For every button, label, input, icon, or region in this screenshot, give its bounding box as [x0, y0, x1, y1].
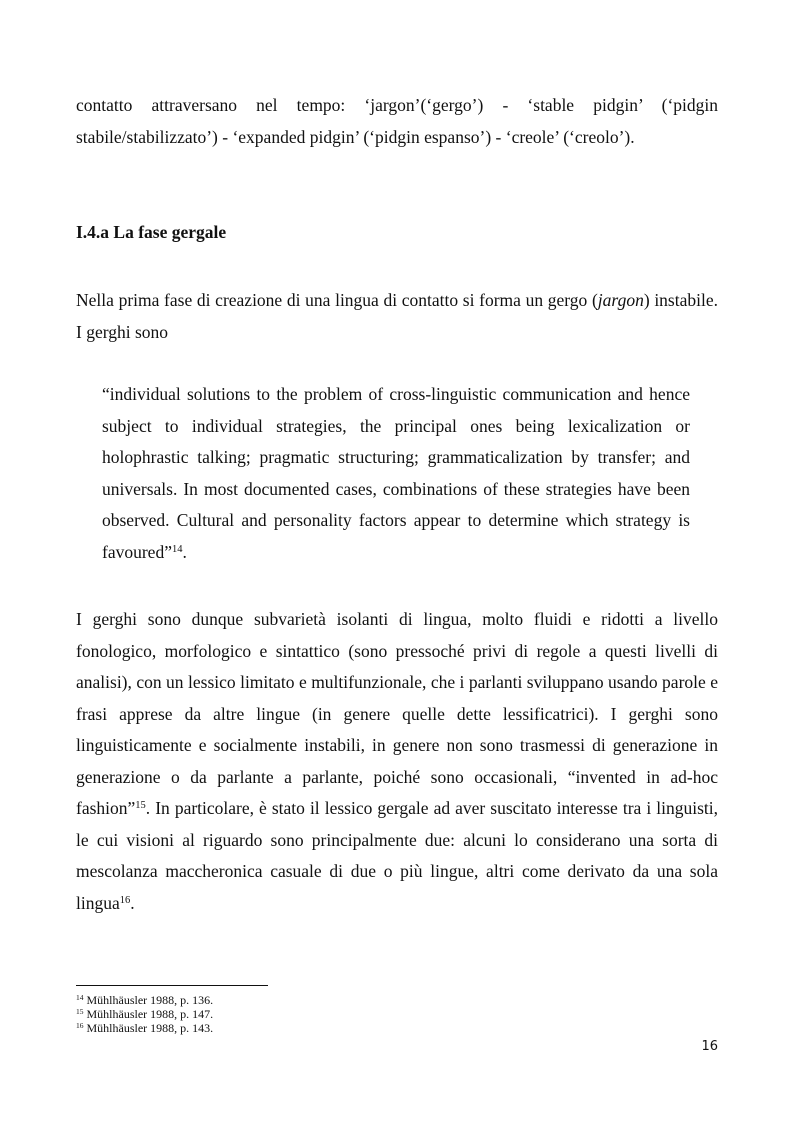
quote-end: .: [182, 541, 187, 562]
footnote-15: [76, 1007, 213, 1021]
footnote-text: Mühlhäusler 1988, p. 147.: [83, 1007, 214, 1021]
paragraph-text: . In particolare, è stato il lessico gergale ad aver suscitato interesse tra i linguisti, le cui visioni al riguardo sono principalmente due: alcuni lo considerano una sorta di mescolanza maccheronica casuale di due o più lingue, altri come derivato da una sola lingua: [76, 798, 718, 913]
footnote-number: 14: [76, 993, 84, 1002]
footnote-reference[interactable]: 16: [119, 894, 131, 906]
footnote-16: [76, 1021, 213, 1035]
italic-term: jargon: [597, 290, 644, 310]
footnote-text: Mühlhäusler 1988, p. 136.: [83, 993, 214, 1007]
footnote-reference[interactable]: 15: [135, 800, 146, 811]
paragraph-text: I gerghi sono dunque subvarietà isolanti di lingua, molto fluidi e ridotti a livello fonologico, morfologico e sintattico (sono pressoché privi di regole a questi livelli di analisi), con un lessico limitato e multifunzionale, che i parlanti sviluppano usando parole e frasi apprese da altre lingue (in genere quelle dette lessificatrici). I gerghi sono linguisticamente e socialmente instabili, in genere non sono trasmessi di generazione in generazione o da parlante a parlante, poiché sono occasionali, “invented in ad-hoc fashion”: [76, 609, 718, 818]
footnote-14: [76, 993, 213, 1007]
block-quote: [102, 379, 690, 568]
paragraph-jargon-intro: [76, 285, 718, 348]
footnote-text: Mühlhäusler 1988, p. 143.: [83, 1021, 214, 1035]
footnote-number: 16: [76, 1021, 84, 1030]
section-heading: I.4.a La fase gergale: [76, 222, 227, 242]
footnote-reference[interactable]: 14: [171, 543, 183, 555]
page-number: 16: [701, 1039, 718, 1054]
paragraph-jargon-description: [76, 604, 718, 919]
footnote-divider: [76, 985, 268, 986]
paragraph-text: .: [130, 892, 135, 913]
footnote-number: 15: [76, 1007, 84, 1016]
paragraph-text: Nella prima fase di creazione di una lingua di contatto si forma un gergo (: [76, 290, 598, 310]
paragraph-intro-continuation: [76, 90, 718, 153]
paragraph-text: contatto attraversano nel tempo: ‘jargon’(‘gergo’) - ‘stable pidgin’ (‘pidgin stabile/stabilizzato’) - ‘expanded pidgin’ (‘pidgin espanso’) - ‘creole’ (‘creolo’).: [76, 95, 718, 147]
paragraph-text: ) instabile. I gerghi sono: [76, 290, 718, 342]
quote-text: “individual solutions to the problem of cross-linguistic communication and hence subject to individual strategies, the principal ones being lexicalization or holophrastic talking; pragmatic structuring; grammaticalization by transfer; and universals. In most documented cases, combinations of these strategies have been observed. Cultural and personality factors appear to determine which strategy is favoured”: [102, 384, 690, 562]
